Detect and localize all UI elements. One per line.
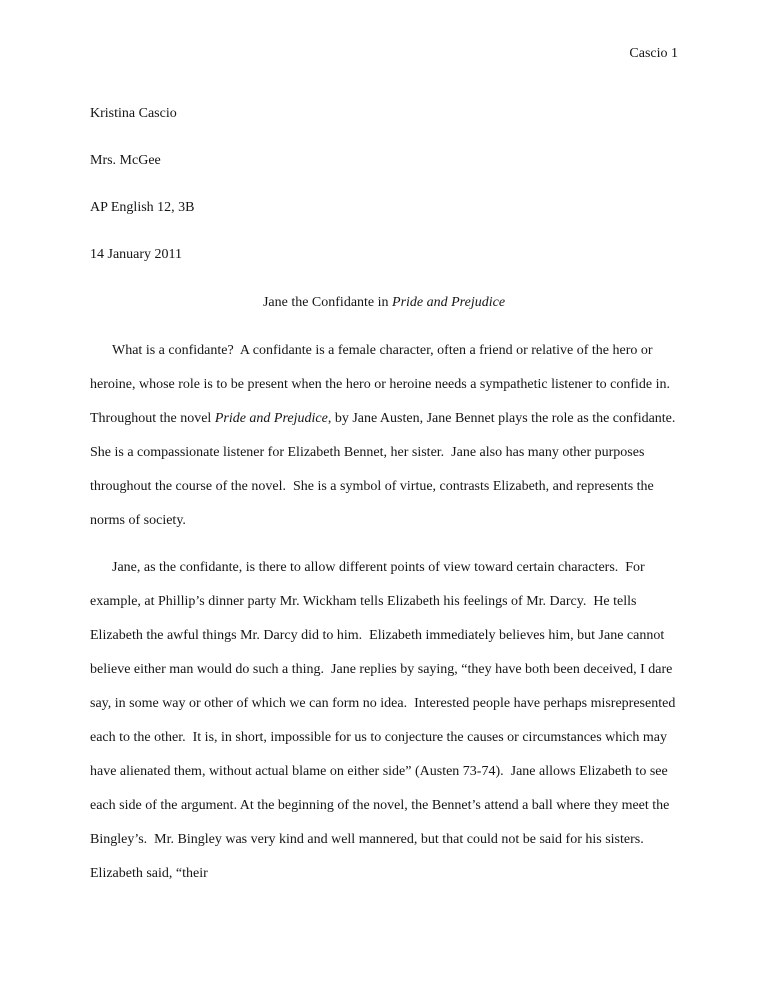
paragraph-2-text: Jane, as the confidante, is there to allow different points of view toward certain characters. For example, at Phillip’s dinner party Mr. Wickham tells Elizabeth his feelings of Mr. Darcy. He tells Elizabeth the awful things Mr. Darcy did to him. Elizabeth immediately believes him, but Jane cannot believe either man would do such a thing. Jane replies by saying, “they have both been deceived, I dare say, in some way or other of which we can form no idea. Interested people have perhaps misrepresented each to the other. It is, in short, impossible for us to conjecture the causes or circumstances which may have alienated them, without actual blame on either side” (Austen 73-74). Jane allows Elizabeth to see each side of the argument. At the beginning of the novel, the Bennet’s attend a ball where they meet the Bingley’s. Mr. Bingley was very kind and well mannered, but that could not be said for his sisters. Elizabeth said, “their (90, 560, 679, 881)
teacher-name: Mrs. McGee (90, 153, 161, 168)
course-name: AP English 12, 3B (90, 200, 195, 215)
page-header-number: Cascio 1 (629, 46, 678, 61)
student-name: Kristina Cascio (90, 106, 177, 121)
paragraph-1-text: What is a confidante? A confidante is a female character, often a friend or relative of the hero or heroine, whose role is to be present when the hero or heroine needs a sympathetic listener to confide in. Throughout the novel (90, 343, 677, 426)
date-line: 14 January 2011 (90, 247, 183, 262)
paragraph-1 (90, 334, 683, 538)
paragraph-1-text-continued: , by Jane Austen, Jane Bennet plays the role as the confidante. She is a compassionate listener for Elizabeth Bennet, her sister. Jane also has many other purposes throughout the course of the novel. She is a symbol of virtue, contrasts Elizabeth, and represents the norms of society. (90, 411, 683, 528)
mla-heading-block (90, 90, 678, 278)
essay-title (90, 286, 678, 320)
essay-title-book-italic: Pride and Prejudice (392, 295, 506, 310)
book-title-italic: Pride and Prejudice (214, 411, 328, 426)
paragraph-2 (90, 551, 678, 891)
essay-title-text: Jane the Confidante in (262, 295, 393, 310)
